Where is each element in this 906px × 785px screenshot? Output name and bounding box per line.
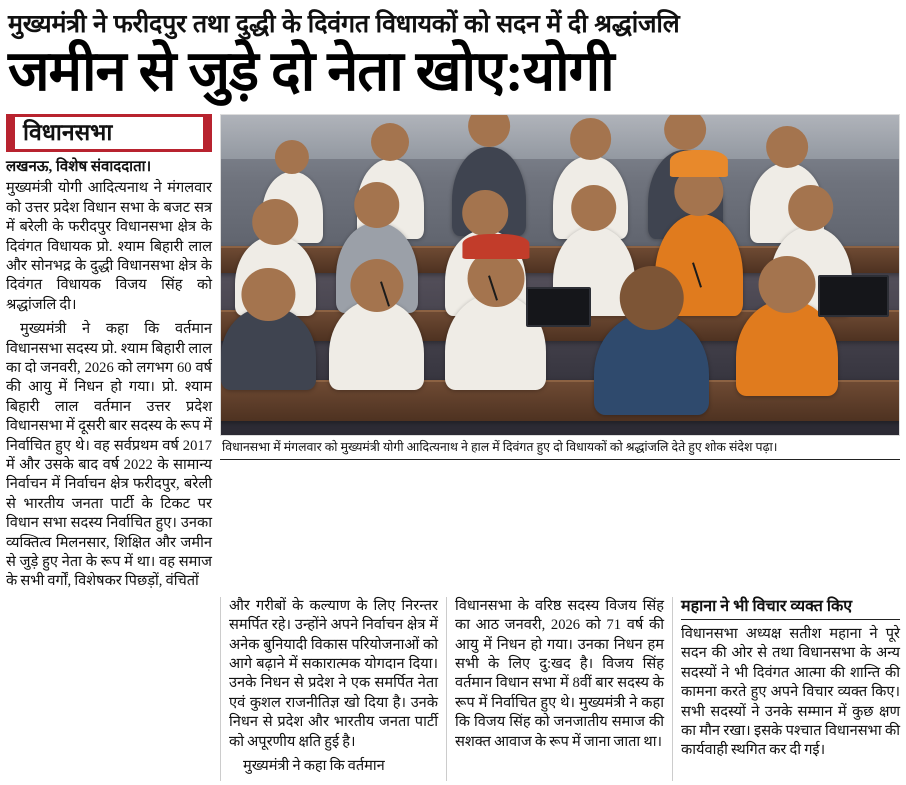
lower-1-paragraph-2: मुख्यमंत्री ने कहा कि वर्तमान [243, 758, 385, 775]
sub-headline-mahana: महाना ने भी विचार व्यक्त किए [681, 597, 900, 620]
photo-person-head [350, 259, 403, 312]
lower-1-paragraph-1: और गरीबों के कल्याण के लिए निरन्तर समर्पित रहे। उन्होंने अपने निर्वाचन क्षेत्र में अनेक बुनियादी विकास परियोजनाओं को आगे बढ़ाने में सकारात्मक योगदान दिया। उनके निधन से प्रदेश ने एक समर्पित नेता एवं कुशल राजनीतिज्ञ खो दिया है। उनके निधन से प्रदेश और भारतीय जनता पार्टी को अपूरणीय क्षति हुई है। [229, 597, 438, 750]
main-headline: जमीन से जुड़े दो नेता खोए:योगी [8, 40, 614, 103]
photo-person-head [372, 123, 410, 161]
section-tag-bar-left [6, 117, 15, 149]
left-text-column [6, 114, 220, 597]
lower-3-paragraph-1: विधानसभा अध्यक्ष सतीश महाना ने पूरे सदन की ओर से तथा विधानसभा के अन्य सदस्यों ने भी दिवंगत आत्मा की शान्ति की कामना करते हुए अपने विचार व्यक्त किए। सभी सदस्यों ने उनके सम्मान में कुछ क्षण का मौन रखा। इसके पश्चात विधानसभा की कार्यवाही स्थगित कर दी गई। [681, 626, 900, 759]
lower-body [0, 597, 906, 785]
photo-column [220, 114, 900, 597]
photo-person-head [571, 185, 617, 231]
lower-column-spacer [6, 597, 220, 782]
photo-person-head [242, 268, 295, 321]
left-paragraph-2: मुख्यमंत्री ने कहा कि वर्तमान विधानसभा सदस्य प्रो. श्याम बिहारी लाल का दो जनवरी, 2026 को लगभग 60 वर्ष की आयु में निधन हो गया। प्रो. श्याम बिहारी लाल वर्तमान उत्तर प्रदेश विधानसभा में दूसरी बार सदस्य के रूप में निर्वाचित हुए थे। वह सर्वप्रथम वर्ष 2017 में और उसके बाद वर्ष 2022 के सामान्य निर्वाचन में निर्वाचन क्षेत्र फरीदपुर, बरेली से भारतीय जनता पार्टी के टिकट पर विधान सभा सदस्य निर्वाचित हुए। उनका व्यक्तित्व मिलनसार, शिक्षित और जमीन से जुड़े हुए नेता के रूप में था। वह समाज के सभी वर्गों, विशेषकर पिछड़ों, वंचितों [6, 321, 212, 590]
photo-caption: विधानसभा में मंगलवार को मुख्यमंत्री योगी आदित्यनाथ ने हाल में दिवंगत हुए दो विधायकों को श्रद्धांजलि देते हुए शोक संदेश पढ़ा। [220, 436, 900, 461]
photo-person-head [788, 185, 834, 231]
photo-person-head [759, 256, 816, 313]
photo-person-head [619, 266, 684, 331]
photo-monitor [818, 275, 890, 317]
section-tag-label: विधानसभा [23, 119, 113, 145]
section-tag [6, 114, 212, 152]
lower-column-3 [672, 597, 900, 782]
left-paragraph-1: मुख्यमंत्री योगी आदित्यनाथ ने मंगलवार को उत्तर प्रदेश विधान सभा के बजट सत्र में बरेली के फरीदपुर विधानसभा क्षेत्र के दिवंगत विधायक प्रो. श्याम बिहारी लाल और सोनभद्र के दुद्धी विधानसभा क्षेत्र के दिवंगत विधायक विजय सिंह को श्रद्धांजलि दी। [6, 180, 212, 313]
photo-person-head [354, 182, 400, 228]
lower-2-paragraph-1: विधानसभा के वरिष्ठ सदस्य विजय सिंह का आठ जनवरी, 2026 को 71 वर्ष की आयु में निधन हो गया। उनका निधन हम सभी के लिए दु:खद है। विजय सिंह वर्तमान विधान सभा में 8वीं बार सदस्य के रूप में निर्वाचित हुए थे। मुख्यमंत्री ने कहा कि विजय सिंह को जनजातीय समाज की सशक्त आवाज के रूप में जाना जाता था। [455, 597, 664, 750]
upper-body [0, 108, 906, 597]
photo-person-head [570, 118, 612, 160]
photo-scene [221, 115, 899, 435]
photo-person-cap [462, 234, 529, 259]
byline: लखनऊ, विशेष संवाददाता। [6, 158, 152, 175]
section-tag-bar-right [203, 117, 212, 149]
photo-person-head [252, 199, 298, 245]
photo-person-head [766, 126, 808, 168]
lower-column-2 [446, 597, 672, 782]
lower-column-1 [220, 597, 446, 782]
assembly-session-photo [220, 114, 900, 436]
photo-person-cap [670, 150, 728, 177]
kicker-headline: मुख्यमंत्री ने फरीदपुर तथा दुद्धी के दिवंगत विधायकों को सदन में दी श्रद्धांजलि [8, 10, 680, 38]
photo-monitor [526, 287, 591, 326]
photo-person-head [665, 114, 707, 151]
photo-person-head [463, 190, 509, 236]
